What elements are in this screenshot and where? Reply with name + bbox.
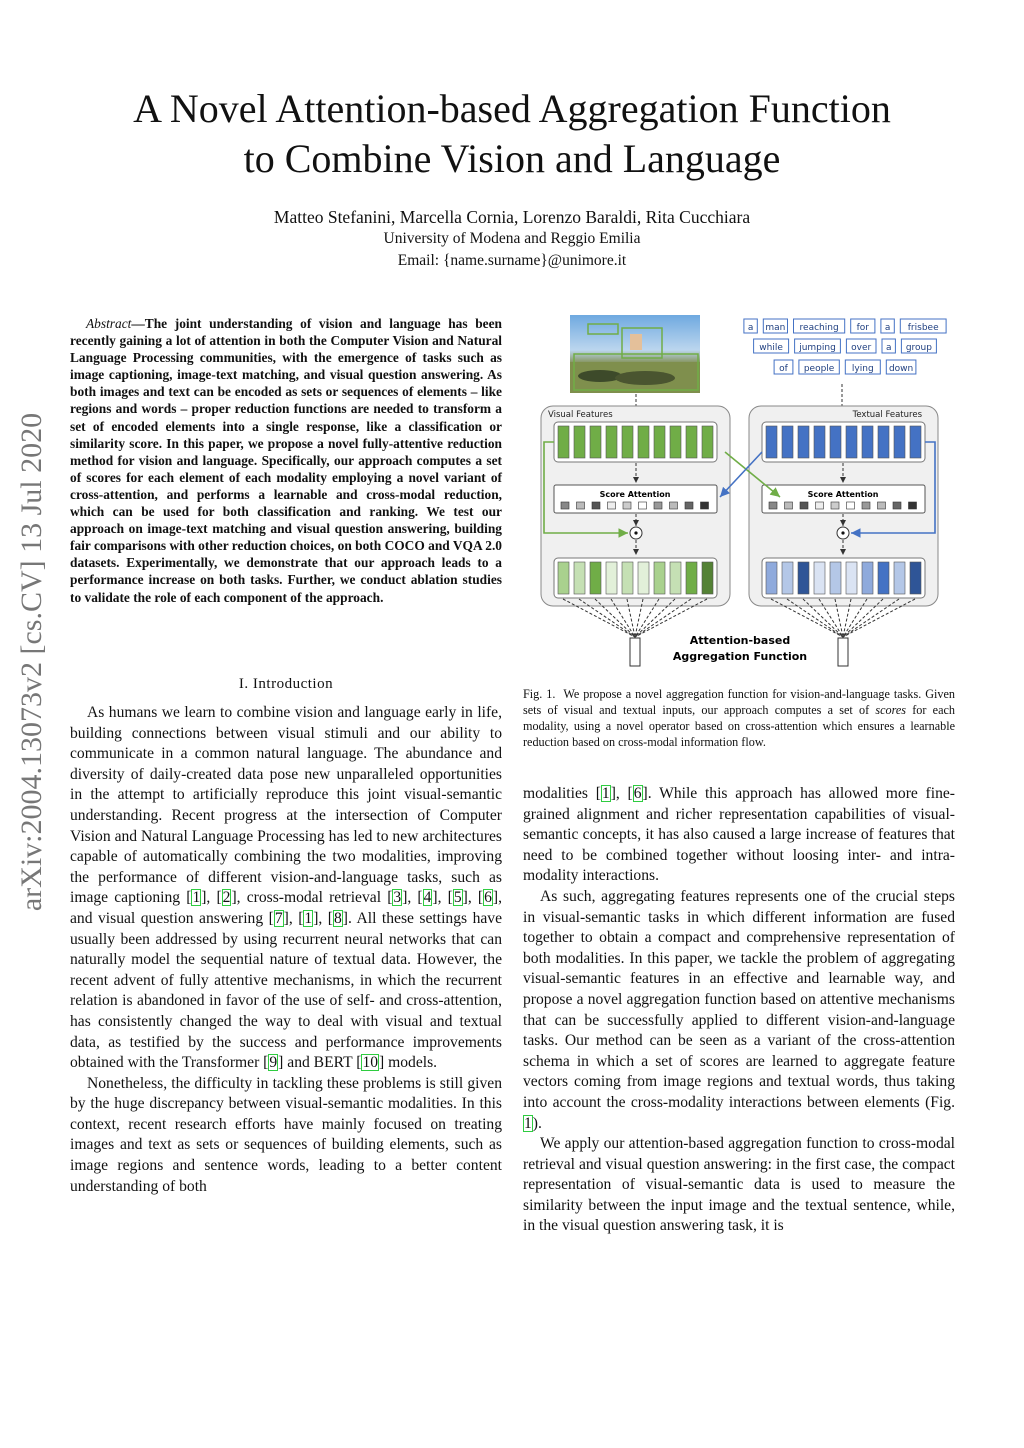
- feature-vector: [862, 562, 873, 594]
- feature-vector: [590, 562, 601, 594]
- input-image: [570, 315, 700, 393]
- visual-features-label: Visual Features: [548, 410, 613, 420]
- word-token: [744, 319, 757, 333]
- feature-vector: [638, 562, 649, 594]
- feature-vector: [590, 426, 601, 458]
- feature-vector: [654, 426, 665, 458]
- score-cell: [608, 502, 616, 509]
- score-cell: [785, 502, 793, 509]
- word-tokens: [744, 319, 946, 374]
- intro-paragraph-2: Nonetheless, the difficulty in tackling these problems is still given by the huge discrepancy between visual-semantic modalities. In this context, recent research efforts have mainly focused on treating images and text as sets or sequences of building elements, such as image regions and sentence words, leading to a better content understanding of both: [70, 1074, 502, 1195]
- feature-vector: [558, 562, 569, 594]
- textual-output-vector: [838, 638, 848, 666]
- feature-vector: [622, 426, 633, 458]
- feature-vector: [782, 426, 793, 458]
- svg-text:people: people: [803, 364, 835, 374]
- feature-vector: [862, 426, 873, 458]
- visual-score-attention-label: Score Attention: [599, 490, 671, 499]
- score-cell: [561, 502, 569, 509]
- score-cell: [701, 502, 709, 509]
- intro-paragraph-5: We apply our attention-based aggregation function to cross-modal retrieval and visual question answering: in the first case, the compact representation of visual-semantic data is used to measure the similarity between the input image and the textual sentence, while, in the visual question answering task, it is: [523, 1135, 955, 1235]
- score-cell: [893, 502, 901, 509]
- feature-vector: [830, 562, 841, 594]
- word-token: [794, 319, 845, 333]
- feature-vector: [686, 562, 697, 594]
- svg-text:of: of: [779, 364, 788, 374]
- score-cell: [831, 502, 839, 509]
- citation-link[interactable]: 3: [393, 889, 402, 907]
- figure-caption: Fig. 1. We propose a novel aggregation function for vision-and-language tasks. Given sets of visual and textual inputs, our approach computes a set of scores for each modality, using a novel operator based on cross-attention which ensures a learnable reduction based on cross-modal information flow.: [523, 687, 955, 749]
- paper-title: [60, 84, 964, 184]
- citation-link[interactable]: 2: [222, 889, 231, 907]
- citation-link[interactable]: 6: [633, 785, 642, 802]
- citation-link[interactable]: 1: [304, 909, 313, 927]
- intro-right-column: [523, 784, 955, 1237]
- word-token: [882, 339, 895, 353]
- citation-link[interactable]: 10: [362, 1054, 379, 1072]
- citation-link[interactable]: 7: [274, 909, 283, 927]
- caption-label: Fig. 1.: [523, 687, 556, 701]
- title-line-1: A Novel Attention-based Aggregation Function: [133, 86, 891, 131]
- score-cell: [685, 502, 693, 509]
- citation-link[interactable]: 5: [453, 889, 462, 907]
- feature-vector: [638, 426, 649, 458]
- textual-score-attention-label: Score Attention: [807, 490, 879, 499]
- feature-vector: [798, 426, 809, 458]
- title-line-2: to Combine Vision and Language: [243, 136, 781, 181]
- word-token: [900, 319, 946, 333]
- abstract-lead: Abstract: [86, 316, 132, 331]
- feature-vector: [606, 562, 617, 594]
- feature-vector: [878, 562, 889, 594]
- score-cell: [670, 502, 678, 509]
- feature-vector: [798, 562, 809, 594]
- word-token: [901, 339, 936, 353]
- svg-text:over: over: [851, 343, 872, 353]
- score-cell: [800, 502, 808, 509]
- feature-vector: [878, 426, 889, 458]
- score-cell: [592, 502, 600, 509]
- textual-features-label: Textual Features: [852, 410, 922, 420]
- word-token: [881, 319, 894, 333]
- score-cell: [909, 502, 917, 509]
- citation-link[interactable]: 1: [601, 785, 610, 802]
- affiliation: University of Modena and Reggio Emilia: [383, 230, 641, 247]
- svg-text:a: a: [747, 323, 754, 333]
- word-token: [763, 319, 787, 333]
- feature-vector: [830, 426, 841, 458]
- intro-paragraph-4: As such, aggregating features represents one of the crucial steps in visual-semantic tasks in which different information are fused together to obtain a compact and comprehensive representation of both modalities. In this paper, we tackle the problem of aggregating visual-semantic features in an effective and learnable way, and propose a novel aggregation function based on attentive mechanisms that can be successfully applied to different vision-and-language tasks. Our method can be seen as a variant of the cross-attention schema in which a set of scores are learned to aggregate feature vectors coming from image regions and textual words, thus taking into account the cross-modality interactions between elements (Fig. 1).: [523, 887, 955, 1132]
- authors: Matteo Stefanini, Marcella Cornia, Lorenzo Baraldi, Rita Cucchiara: [273, 207, 751, 227]
- svg-text:lying: lying: [851, 364, 874, 374]
- svg-text:a: a: [884, 323, 891, 333]
- svg-text:while: while: [759, 343, 783, 353]
- svg-text:group: group: [905, 343, 932, 353]
- feature-vector: [686, 426, 697, 458]
- feature-vector: [670, 426, 681, 458]
- feature-vector: [606, 426, 617, 458]
- intro-left-column: [70, 703, 502, 1197]
- citation-link[interactable]: 8: [333, 909, 342, 927]
- citation-link[interactable]: 6: [484, 889, 492, 907]
- figure-diagram: [530, 312, 950, 674]
- feature-vector: [814, 426, 825, 458]
- word-token: [851, 319, 875, 333]
- arxiv-stamp: arXiv:2004.13073v2 [cs.CV] 13 Jul 2020: [15, 412, 48, 912]
- email: Email: {name.surname}@unimore.it: [397, 252, 627, 269]
- score-cell: [878, 502, 886, 509]
- feature-vector: [670, 562, 681, 594]
- svg-text:reaching: reaching: [799, 323, 839, 333]
- feature-vector: [574, 426, 585, 458]
- word-token: [799, 360, 839, 374]
- svg-text:down: down: [888, 364, 914, 374]
- svg-text:a: a: [885, 343, 892, 353]
- feature-vector: [910, 562, 921, 594]
- feature-vector: [622, 562, 633, 594]
- feature-vector: [654, 562, 665, 594]
- section-heading: I. Introduction: [238, 676, 334, 692]
- feature-vector: [846, 426, 857, 458]
- citation-link[interactable]: 4: [423, 889, 432, 907]
- score-cell: [769, 502, 777, 509]
- svg-text:frisbee: frisbee: [907, 323, 939, 333]
- score-cell: [847, 502, 855, 509]
- feature-vector: [574, 562, 585, 594]
- aggregation-label-1: Attention-based: [689, 634, 791, 647]
- word-token: [774, 360, 793, 374]
- svg-text:for: for: [856, 323, 869, 333]
- word-token: [845, 360, 880, 374]
- feature-vector: [702, 426, 713, 458]
- score-cell: [862, 502, 870, 509]
- citation-link[interactable]: 9: [269, 1054, 278, 1072]
- feature-vector: [782, 562, 793, 594]
- feature-vector: [910, 426, 921, 458]
- citation-link[interactable]: 1: [192, 889, 201, 907]
- score-cell: [623, 502, 631, 509]
- feature-vector: [766, 562, 777, 594]
- word-token: [795, 339, 841, 353]
- feature-vector: [766, 426, 777, 458]
- aggregation-label-2: Aggregation Function: [672, 650, 808, 663]
- feature-vector: [894, 426, 905, 458]
- word-token: [886, 360, 916, 374]
- visual-output-vector: [630, 638, 640, 666]
- figure-link[interactable]: 1: [524, 1114, 532, 1132]
- score-cell: [816, 502, 824, 509]
- feature-vector: [558, 426, 569, 458]
- svg-text:jumping: jumping: [799, 343, 836, 353]
- figure-1: [530, 312, 950, 674]
- score-cell: [639, 502, 647, 509]
- abstract-text: —The joint understanding of vision and language has been recently gaining a lot of attention in both the Computer Vision and Natural Language Processing communities, with the emergence of tasks such as image captioning, image-text matching, and visual question answering. As both images and text can be encoded as sets or sequences of elements – like regions and words – proper reduction functions are needed to transform a set of encoded elements into a single response, like a classification or similarity score. In this paper, we propose a novel fully-attentive reduction method for vision and language. Specifically, our approach computes a set of scores for each element of each modality employing a novel variant of cross-attention, and performs a learnable and cross-modal reduction, which can be used for both classification and ranking. We test our approach on image-text matching and visual question answering, building fair comparisons with other reduction choices, on both COCO and VQA 2.0 datasets. Experimentally, we demonstrate that our approach leads to a performance increase on both tasks. Further, we conduct ablation studies to validate the role of each component of the approach.: [70, 316, 502, 605]
- svg-text:man: man: [765, 323, 786, 333]
- score-cell: [654, 502, 662, 509]
- abstract: [70, 315, 502, 606]
- word-token: [754, 339, 789, 353]
- intro-paragraph-1: As humans we learn to combine vision and language early in life, building connections between visual stimuli and our ability to communicate in a common natural language. The abundance and diversity of daily-created data pose new unparalleled opportunities in the attempt to artificially reproduce this joint visual-semantic understanding. Recent progress at the intersection of Computer Vision and Natural Language Processing has led to new architectures capable of automatically combining the two modalities, improving the performance of different vision-and-language tasks, such as image captioning [1], [2], cross-modal retrieval [3], [4], [5], [6], and visual question answering [7], [1], [8]. All these settings have usually been addressed by using recurrent neural networks that can naturally model the sequential nature of textual data. However, the recent advent of fully attentive mechanisms, in which the recurrent relation is abandoned in favor of the use of self- and cross-attention, has consistently changed the way to deal with visual and textual data, as testified by the success and performance improvements obtained with the Transformer [9] and BERT [10] models.: [70, 704, 503, 1072]
- intro-paragraph-3: modalities [1], [6]. While this approach has allowed more fine-grained alignment and richer representation capabilities of visual-semantic concepts, it has also caused a large increase of features that need to be combined together without loosing inter- and intra-modality interactions.: [523, 785, 955, 885]
- feature-vector: [814, 562, 825, 594]
- feature-vector: [846, 562, 857, 594]
- feature-vector: [894, 562, 905, 594]
- feature-vector: [702, 562, 713, 594]
- word-token: [846, 339, 876, 353]
- score-cell: [577, 502, 585, 509]
